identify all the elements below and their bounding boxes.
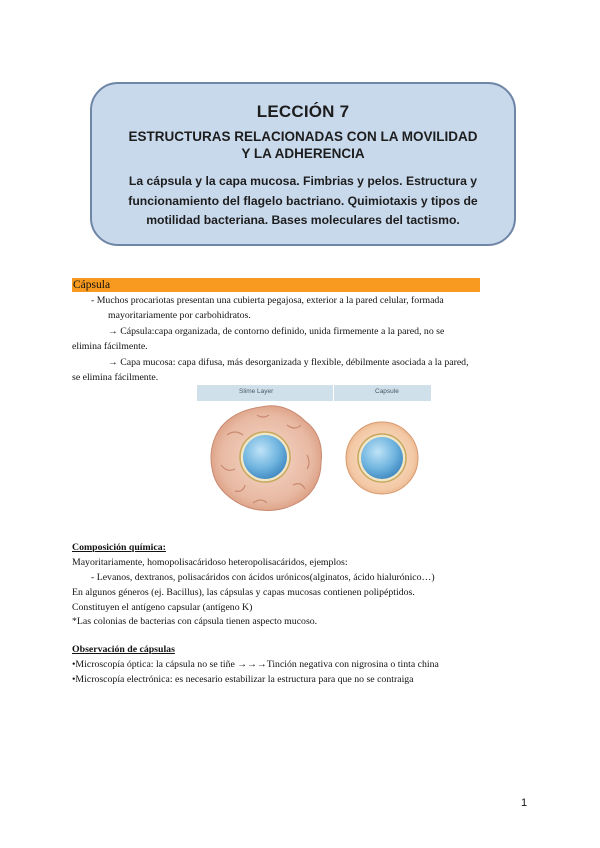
- capsula-arrow-2-line-1: → Capa mucosa: capa difusa, más desorganizada y flexible, débilmente asociada a la pared,: [108, 357, 469, 368]
- capsula-bullet-1-line-1: - Muchos procariotas presentan una cubierta pegajosa, exterior a la pared celular, formada: [91, 295, 444, 306]
- lesson-title-line-2: Y LA ADHERENCIA: [241, 146, 365, 161]
- slime-cell: [243, 435, 287, 479]
- capsule-cell: [361, 437, 403, 479]
- composicion-line-5: *Las colonias de bacterias con cápsula tienen aspecto mucoso.: [72, 616, 318, 627]
- slime-layer-capsule-figure: [197, 385, 431, 517]
- observacion-heading: Observación de cápsulas: [72, 644, 175, 655]
- section-heading-capsula: Cápsula: [72, 278, 480, 292]
- capsula-arrow-1-line-2: elimina fácilmente.: [72, 341, 148, 352]
- figure-label-slime-layer: Slime Layer: [239, 388, 274, 395]
- lesson-header-box: [90, 82, 516, 246]
- capsula-arrow-2-line-2: se elimina fácilmente.: [72, 372, 159, 383]
- observacion-line-1: •Microscopía óptica: la cápsula no se tiñe →→→Tinción negativa con nigrosina o tinta china: [72, 659, 439, 670]
- composicion-line-2: - Levanos, dextranos, polisacáridos con ácidos urónicos(alginatos, ácido hialurónico…): [91, 572, 435, 583]
- figure-illustration: [197, 385, 431, 517]
- composicion-line-1: Mayoritariamente, homopolisacáridoso heteropolisacáridos, ejemplos:: [72, 557, 348, 568]
- lesson-number: LECCIÓN 7: [256, 102, 350, 121]
- lesson-title-line-1: ESTRUCTURAS RELACIONADAS CON LA MOVILIDAD: [128, 129, 478, 144]
- lesson-subtitle-line-2: funcionamiento del flagelo bactriano. Quimiotaxis y tipos de: [128, 193, 478, 208]
- composicion-line-4: Constituyen el antígeno capsular (antígeno K): [72, 602, 253, 613]
- capsula-arrow-1-line-1: → Cápsula:capa organizada, de contorno definido, unida firmemente a la pared, no se: [108, 326, 445, 337]
- observacion-line-2: •Microscopía electrónica: es necesario estabilizar la estructura para que no se contraiga: [72, 674, 414, 685]
- figure-label-capsule: Capsule: [375, 388, 399, 395]
- composicion-heading: Composición química:: [72, 542, 166, 553]
- lesson-subtitle-line-3: motilidad bacteriana. Bases moleculares del tactismo.: [146, 213, 460, 227]
- capsula-bullet-1-line-2: mayoritariamente por carbohidratos.: [108, 310, 251, 321]
- lesson-subtitle-line-1: La cápsula y la capa mucosa. Fimbrias y pelos. Estructura y: [128, 174, 478, 188]
- page-number: 1: [521, 797, 528, 809]
- composicion-line-3: En algunos géneros (ej. Bacillus), las cápsulas y capas mucosas contienen polipéptidos.: [72, 587, 415, 598]
- lesson-subtitle: [92, 172, 514, 231]
- lesson-title: [92, 128, 514, 162]
